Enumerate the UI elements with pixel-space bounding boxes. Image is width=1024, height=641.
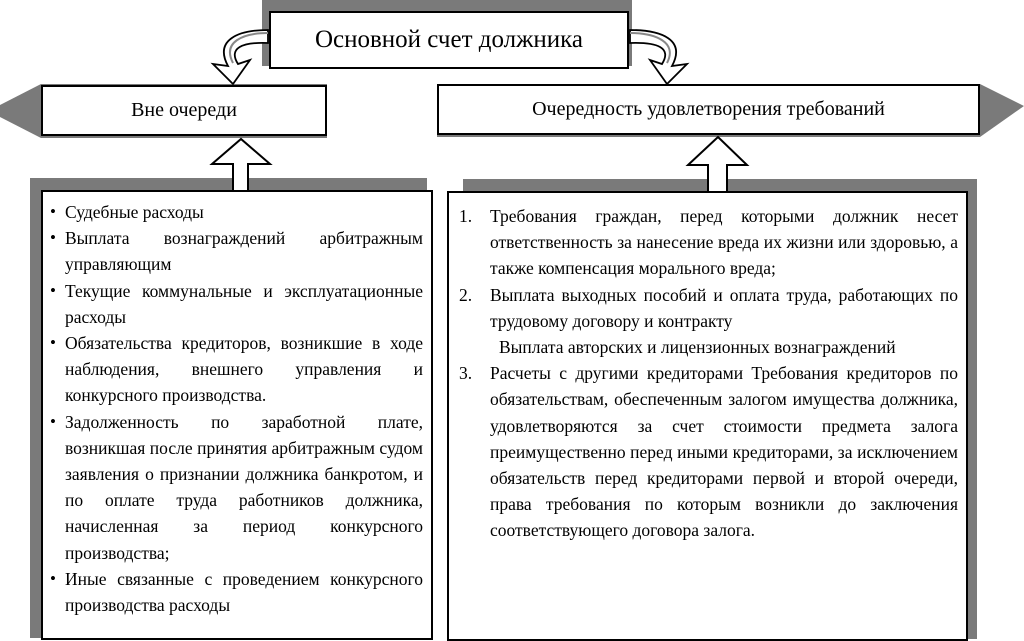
bullet-icon: •: [50, 280, 56, 300]
list-item: • Судебные расходы: [50, 199, 423, 225]
right-up-arrow: [688, 137, 747, 194]
list-item: • Иные связанные с проведением конкурсного производства расходы: [50, 566, 423, 618]
right-header-text: Очередность удовлетворения требований: [532, 98, 885, 120]
list-item: 2. Выплата выходных пособий и оплата труда, работающих по трудовому договору и контракту: [459, 284, 958, 331]
bullet-icon: •: [50, 333, 56, 353]
bullet-icon: •: [50, 411, 56, 431]
title-text: Основной счет должника: [314, 26, 584, 53]
list-item: • Задолженность по заработной плате, возникшая после принятия арбитражным судом заявления о признании должника банкротом, и по оплате труда работников должника, начисленная за период конкурсного производства;: [50, 409, 423, 566]
main-account-title: [269, 11, 629, 69]
list-item: • Обязательства кредиторов, возникшие в ходе наблюдения, внешнего управления и конкурсного производства.: [50, 330, 423, 409]
right-header-box: [437, 84, 980, 135]
left-column-list: [41, 190, 433, 640]
bullet-icon: •: [50, 202, 56, 221]
bullet-icon: •: [50, 568, 56, 588]
list-item: 1. Требования граждан, перед которыми должник несет ответственность за нанесение вреда их жизни или здоровью, а также компенсация морального вреда;: [459, 206, 958, 279]
right-column-list: [447, 191, 968, 641]
list-item: • Текущие коммунальные и эксплуатационные расходы: [50, 278, 423, 330]
bullet-icon: •: [50, 228, 56, 248]
list-item: • Выплата вознаграждений арбитражным управляющим: [50, 225, 423, 277]
left-up-arrow: [212, 139, 270, 194]
list-item: Выплата авторских и лицензионных вознаграждений: [499, 337, 896, 358]
left-header-text: Вне очереди: [131, 99, 237, 121]
list-item: 3. Расчеты с другими кредиторами Требования кредиторов по обязательствам, обеспеченным залогом имущества должника, удовлетворяются за счет стоимости предмета залога преимущественно перед иными кредиторами, за исключением обязательств перед кредиторами первой и второй очереди, права требования по которым возникли до заключения соответствующего договора залога.: [459, 363, 958, 541]
left-header-box: [41, 85, 327, 136]
